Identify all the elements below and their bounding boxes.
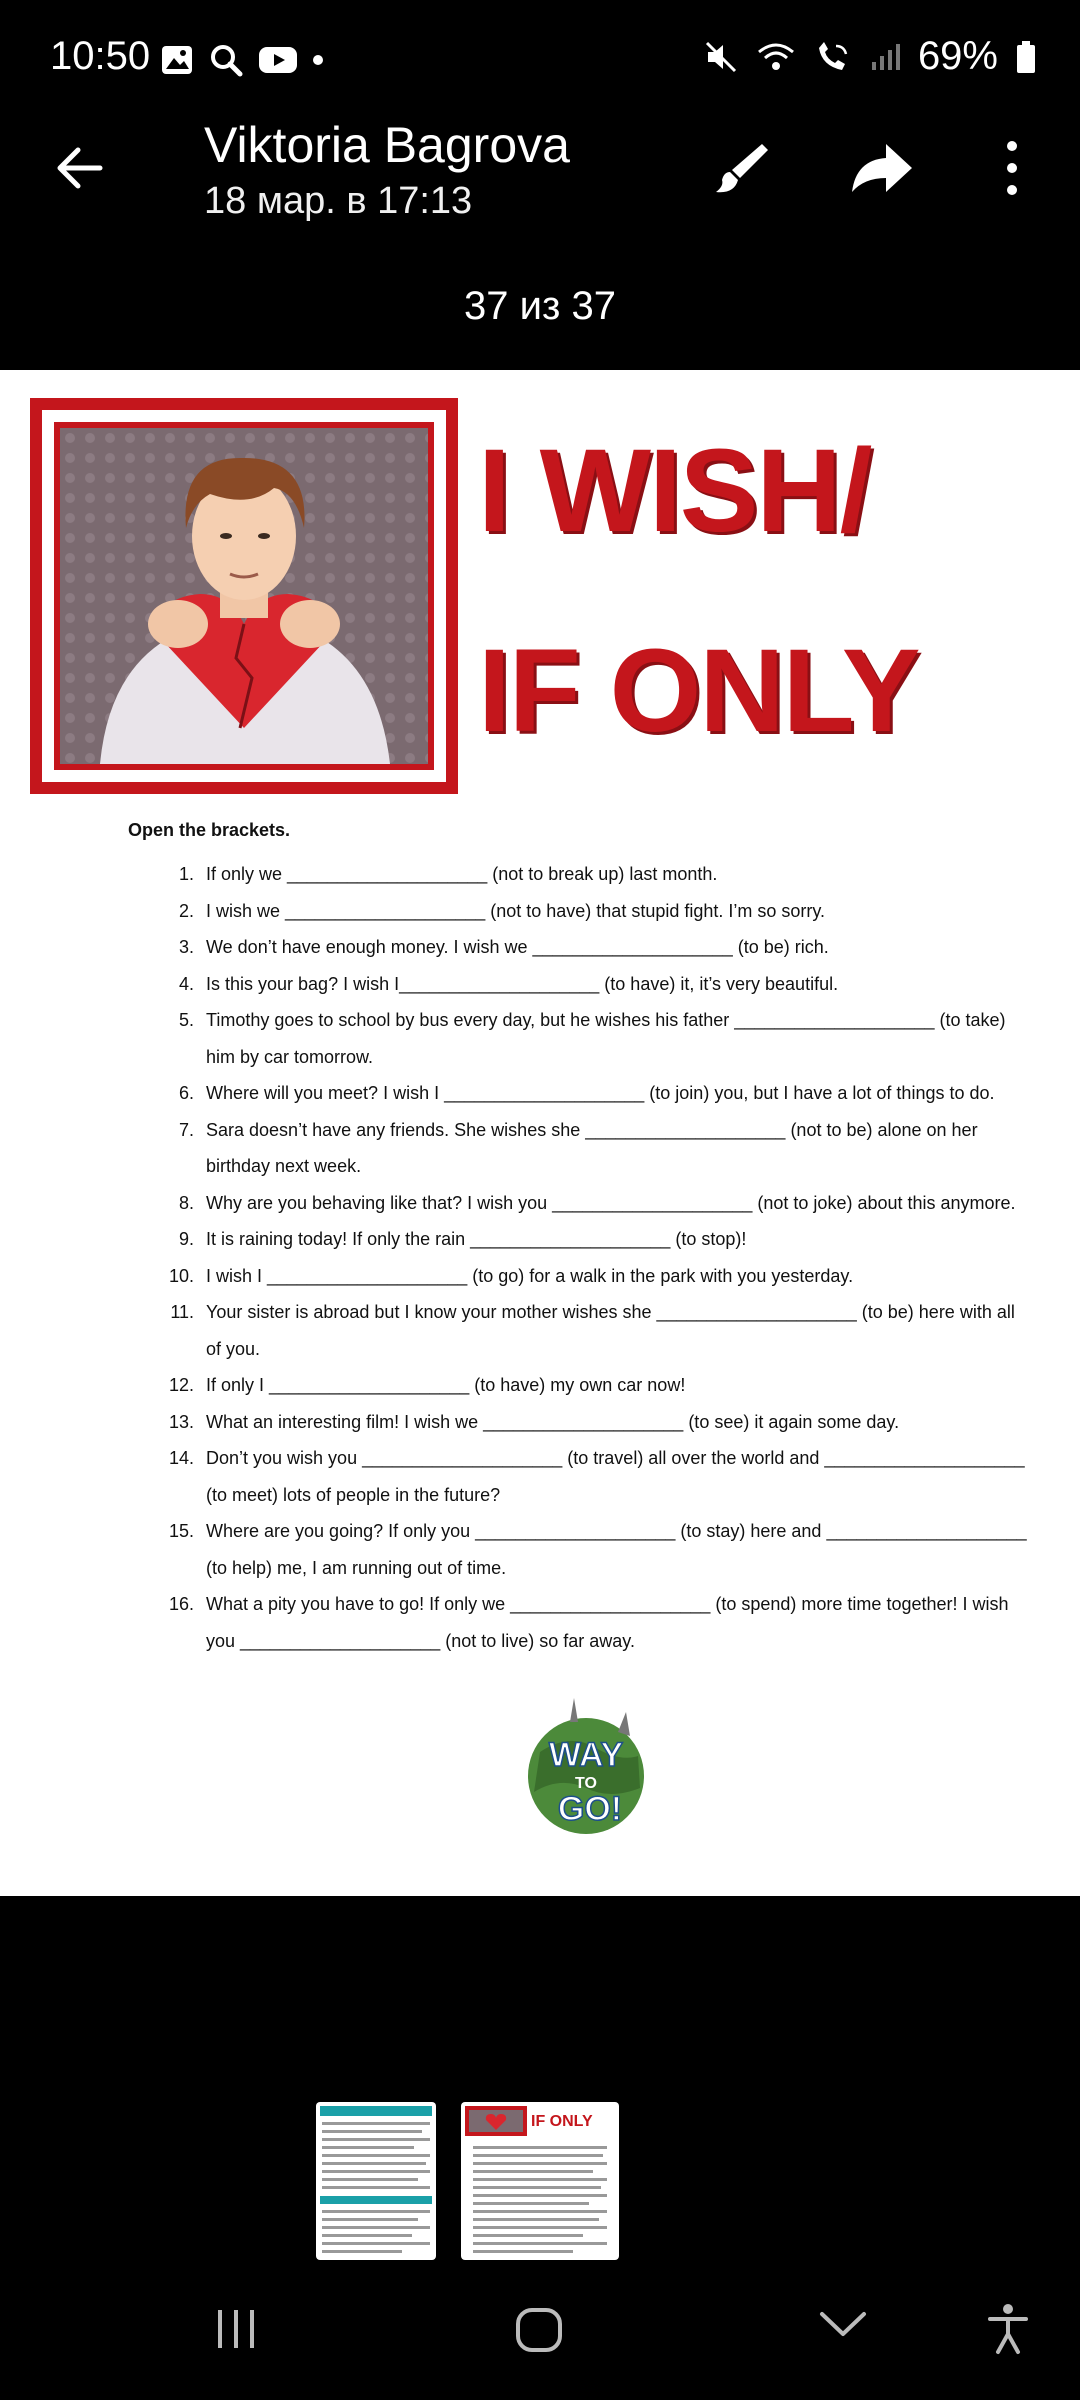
exercise-item [152, 1185, 1030, 1222]
exercise-item [152, 856, 1030, 893]
status-left-icons [160, 42, 324, 78]
exercise-text: What a pity you have to go! If only we ____________________ (to spend) more time together! I wish you ____________________ (not to live) so far away. [206, 1594, 1009, 1651]
exercise-item [152, 1112, 1030, 1185]
instructions: Open the brackets. [128, 820, 291, 840]
exercise-item [152, 1002, 1030, 1075]
back-arrow-icon[interactable] [50, 138, 110, 198]
exercise-text: I wish we ____________________ (not to have) that stupid fight. I’m so sorry. [206, 900, 826, 921]
exercise-text: If only I ____________________ (to have) my own car now! [206, 1375, 686, 1395]
worksheet-image[interactable] [0, 370, 1080, 1896]
exercise-text: Where are you going? If only you ____________________ (to stay) here and ____________________ (to help) me, I am running out of time. [206, 1521, 1027, 1578]
exercise-number: 2. [178, 900, 194, 921]
exercise-text: Don’t you wish you ____________________ (to travel) all over the world and ____________________ (to meet) lots of people in the future? [206, 1448, 1025, 1505]
home-icon[interactable] [514, 2306, 564, 2354]
exercise-item [152, 966, 1030, 1003]
heartbroken-man-illustration [60, 428, 428, 764]
exercise-item [152, 1404, 1030, 1441]
exercise-item [152, 1367, 1030, 1404]
exercise-text: Why are you behaving like that? I wish you ____________________ (not to joke) about this anymore. [206, 1192, 1016, 1213]
worksheet-title-line1: I WISH/ [478, 425, 871, 557]
exercise-number: 6. [178, 1083, 194, 1103]
exercise-number: 4. [178, 973, 194, 994]
exercise-item [152, 929, 1030, 966]
exercise-number: 10. [168, 1265, 194, 1286]
frame-inner-white [42, 410, 446, 782]
exercise-item [152, 1221, 1030, 1258]
sent-date: 18 мар. в 17:13 [204, 180, 473, 222]
share-forward-icon[interactable] [850, 138, 914, 198]
wifi-icon [756, 40, 796, 74]
image-counter: 37 из 37 [464, 284, 616, 328]
exercise-number: 1. [178, 864, 194, 884]
nav-back-chevron-icon[interactable] [818, 2310, 868, 2340]
status-right [704, 34, 1036, 79]
recents-icon[interactable] [214, 2306, 258, 2352]
battery-percent: 69% [917, 34, 998, 78]
exercise-number: 16. [168, 1594, 194, 1614]
exercise-text: It is raining today! If only the rain ____________________ (to stop)! [206, 1229, 747, 1249]
exercise-text: Is this your bag? I wish I____________________ (to have) it, it’s very beautiful. [206, 973, 839, 994]
exercise-text: What an interesting film! I wish we ____________________ (to see) it again some day. [206, 1411, 900, 1432]
exercise-item [152, 1440, 1030, 1513]
exercise-item [152, 893, 1030, 930]
more-options-icon[interactable] [990, 138, 1034, 198]
logo-text-to: TO [575, 1775, 597, 1792]
exercise-number: 13. [168, 1411, 194, 1432]
frame-inner-red [54, 422, 434, 770]
exercise-number: 5. [178, 1010, 194, 1030]
exercise-list [152, 856, 1030, 1659]
gallery-icon [160, 44, 194, 76]
exercise-text: If only we ____________________ (not to break up) last month. [206, 864, 718, 884]
dot-icon [312, 54, 324, 66]
exercise-number: 14. [168, 1448, 194, 1468]
exercise-text: We don’t have enough money. I wish we ____________________ (to be) rich. [206, 937, 829, 957]
logo-text-way: WAY [548, 1736, 624, 1774]
signal-icon [870, 42, 900, 72]
exercise-number: 15. [168, 1521, 194, 1541]
thumbnail-image-1[interactable] [316, 2102, 436, 2260]
exercise-number: 12. [168, 1375, 194, 1395]
exercise-number: 7. [178, 1119, 194, 1140]
logo-text-go: GO! [557, 1790, 623, 1828]
brush-icon[interactable] [710, 138, 770, 198]
exercise-number: 3. [178, 937, 194, 957]
exercise-text: Sara doesn’t have any friends. She wishes she ____________________ (not to be) alone on her birthday next week. [206, 1119, 978, 1176]
exercise-text: Where will you meet? I wish I ____________________ (to join) you, but I have a lot of things to do. [206, 1083, 995, 1103]
search-icon [208, 42, 244, 78]
exercise-item [152, 1075, 1030, 1112]
mute-icon [704, 40, 738, 74]
thumbnail-title: IF ONLY [531, 2113, 593, 2130]
exercise-text: Timothy goes to school by bus every day, but he wishes his father ____________________ (to take) him by car tomorrow. [206, 1010, 1006, 1067]
exercise-text: I wish I ____________________ (to go) for a walk in the park with you yesterday. [206, 1265, 854, 1286]
accessibility-icon[interactable] [986, 2302, 1030, 2356]
exercise-number: 9. [178, 1229, 194, 1249]
worksheet-title-line2: IF ONLY [478, 625, 919, 757]
exercise-item [152, 1513, 1030, 1586]
youtube-icon [258, 45, 298, 75]
exercise-number: 11. [170, 1302, 194, 1322]
wifi-calling-icon [814, 40, 852, 74]
battery-icon [1016, 40, 1036, 74]
exercise-number: 8. [178, 1192, 194, 1213]
thumbnail-image-2[interactable] [461, 2102, 619, 2260]
exercise-text: Your sister is abroad but I know your mother wishes she ____________________ (to be) here with all of you. [206, 1302, 1015, 1359]
status-time: 10:50 [50, 34, 151, 78]
way-to-go-logo [500, 1692, 672, 1852]
exercise-item [152, 1586, 1030, 1659]
sender-name: Viktoria Bagrova [204, 117, 570, 173]
exercise-item [152, 1294, 1030, 1367]
illustration-frame [30, 398, 458, 794]
exercise-item [152, 1258, 1030, 1295]
